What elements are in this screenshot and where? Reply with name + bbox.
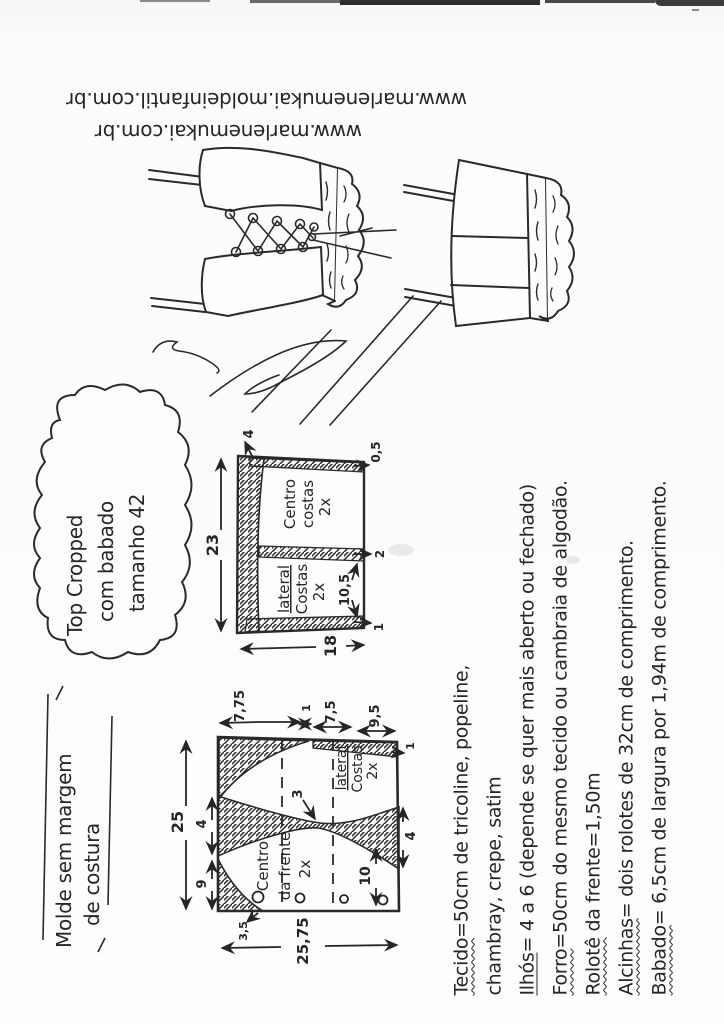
measurement-front-top3: 9,5 [368,704,383,728]
note-text: = dois rolotes de 32cm de comprimento. [615,540,638,919]
label-centro-costas-2: costas [299,479,317,529]
note-line [578,415,611,996]
url-main: www.marlenemukai.com.br [95,120,363,144]
measurement-front-top1: 7,75 [233,689,248,723]
measurement-back-lateral-height: 10,5 [338,573,353,607]
url-molde: www.marlenemukai.moldeinfantil.com.br [66,88,467,112]
signature-scribble [153,296,441,425]
label-lateral-costas-3: 2x [310,582,328,602]
label-lateral-costas-1: lateral [275,565,293,613]
note-text: = 4 a 6 (depende se quer mais aberto ou fechado) [516,484,539,953]
note-keyword: Alcinhas [615,918,638,996]
measurement-front-top-right: 1 [404,742,417,750]
label-centro-frente-1: Centro [254,840,272,892]
note-keyword: Babado [648,925,671,996]
note-line [644,415,677,996]
molde-note-line-1: Molde sem margem [52,753,76,948]
website-urls [66,80,467,148]
note-keyword: Rolotê [582,937,605,996]
note-line [545,415,578,996]
back-pattern-piece [203,429,387,657]
strap-line [152,306,205,312]
note-text: =50cm do mesmo tecido ou cambraia de algodão. [549,480,572,949]
measurement-front-height: 25 [168,810,187,834]
title-line-2: com babado [94,501,118,622]
measurement-back-mid-seam: 2 [373,549,387,559]
note-line [479,415,512,996]
measurement-back-bottom-width: 18 [321,634,340,658]
strap-line [151,298,205,304]
materials-notes [446,415,680,996]
measurement-front-right: 4 [404,831,419,841]
note-keyword: Forro [549,948,572,996]
label-centro-costas-3: 2x [316,497,334,517]
note-text: = 6,5cm de largura por 1,94m de comprimento. [648,480,671,926]
title-line-3: tamanho 42 [125,493,149,612]
measurement-front-corner: 3,5 [237,921,250,941]
title-line-1: Top Cropped [63,514,87,636]
corset-back-with-ruffle-drawing [404,160,574,326]
label-front-lateral-3: 2x [365,762,381,780]
note-text: =50cm de tricoline, popeline, [450,664,473,938]
label-centro-frente-3: 2x [296,859,314,879]
note-line [611,415,644,996]
label-front-lateral-1: lateral [334,745,350,791]
measurement-back-top-seam: 4 [242,429,257,439]
strap-line [149,179,202,185]
note-line [446,415,479,996]
measurement-front-low: 9 [195,879,210,889]
label-centro-costas-1: Centro [281,478,299,530]
note-keyword: Tecido [450,937,473,996]
back-ruffle [539,178,574,321]
measurement-front-top2: 7,5 [324,700,339,724]
strap-line [149,170,203,177]
pattern-title [60,424,156,636]
no-seam-allowance-note [50,688,108,948]
front-lower-panel [202,247,323,316]
measurement-front-band: 4 [195,819,210,829]
measurement-front-mid: 3 [291,789,306,799]
measurement-back-bottom-seam: 1 [372,622,386,632]
note-text: chambray, crepe, satim [483,776,506,996]
gather-marks [535,190,538,300]
back-panel [451,160,530,326]
label-lateral-costas-2: Costas [293,563,311,615]
note-line [512,415,545,996]
strap-line [404,185,459,202]
measurement-front-inner: 10 [358,866,374,886]
label-centro-frente-2: da frente [276,831,294,901]
gather-marks [326,182,331,288]
note-text: da frente=1,50m [582,772,605,938]
label-front-lateral-2: Costas [350,745,366,793]
corset-front-with-lacing-drawing [149,148,396,316]
front-ruffle [328,168,364,307]
note-keyword: Ilhós [516,952,539,996]
measurement-back-top-right: 0,5 [369,441,383,463]
front-pattern-piece [168,690,419,965]
measurement-front-tiny1: 1 [300,704,313,712]
measurement-front-total: 25,75 [294,917,312,965]
measurement-back-width: 23 [203,533,222,557]
molde-note-line-2: de costura [80,822,104,926]
front-upper-panel [199,148,322,211]
